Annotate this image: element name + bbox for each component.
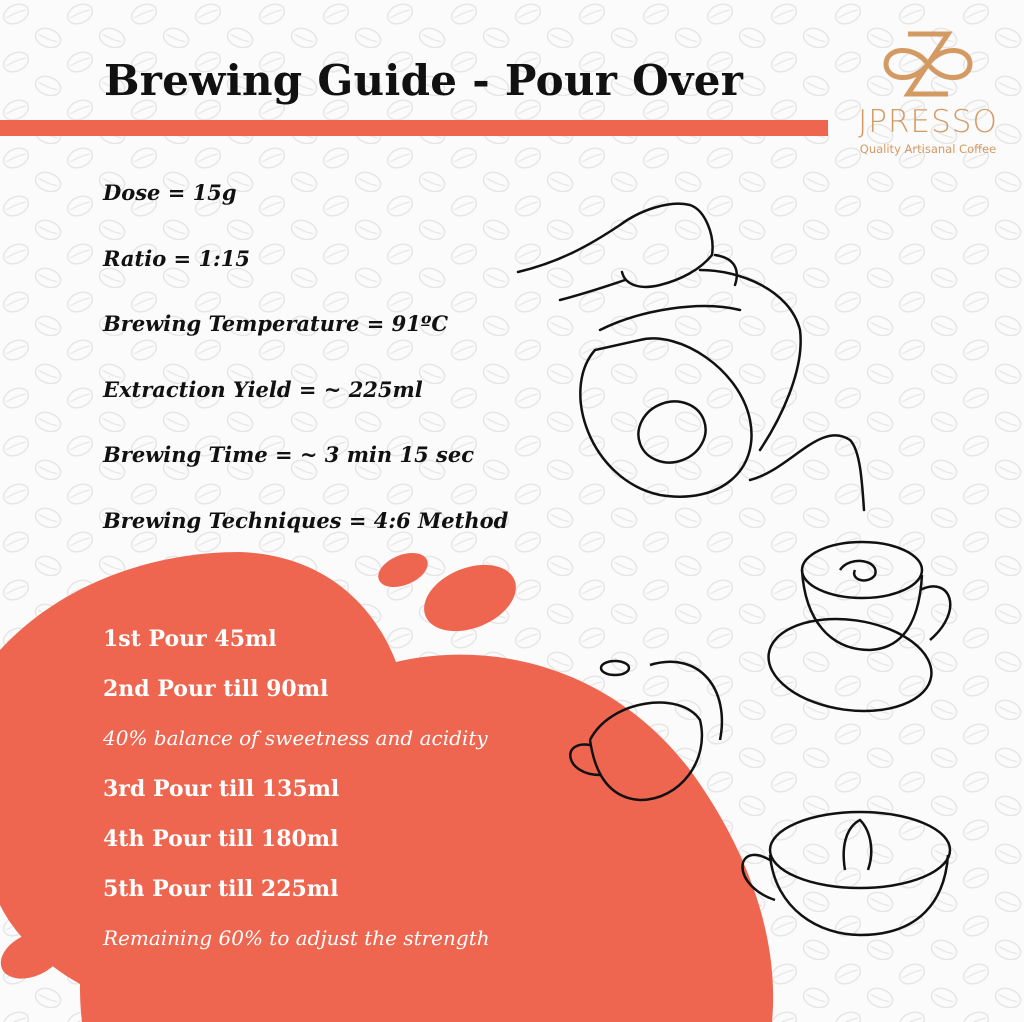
latte-art-cup-icon [743, 812, 951, 935]
kettle-pour-icon [518, 204, 864, 510]
pour-step: 5th Pour till 225ml [103, 876, 339, 902]
page-title: Brewing Guide - Pour Over [104, 56, 744, 105]
spec-temperature: Brewing Temperature = 91ºC [103, 311, 449, 336]
pour-note: Remaining 60% to adjust the strength [103, 926, 490, 950]
spec-technique: Brewing Techniques = 4:6 Method [103, 507, 509, 533]
splashing-cup-icon [570, 661, 722, 800]
brand-tagline: Quality Artisanal Coffee [859, 142, 997, 156]
spec-yield: Extraction Yield = ~ 225ml [103, 376, 423, 402]
brand-name: JPRESSO [858, 104, 998, 140]
spec-time: Brewing Time = ~ 3 min 15 sec [103, 442, 475, 467]
spec-ratio: Ratio = 1:15 [103, 245, 251, 271]
pour-step: 4th Pour till 180ml [103, 826, 339, 852]
spec-dose: Dose = 15g [103, 180, 237, 205]
pour-step: 1st Pour 45ml [103, 626, 277, 652]
espresso-cup-saucer-icon [763, 542, 951, 721]
pour-step: 2nd Pour till 90ml [103, 676, 329, 702]
pour-step: 3rd Pour till 135ml [103, 776, 340, 802]
pour-note: 40% balance of sweetness and acidity [103, 726, 488, 750]
